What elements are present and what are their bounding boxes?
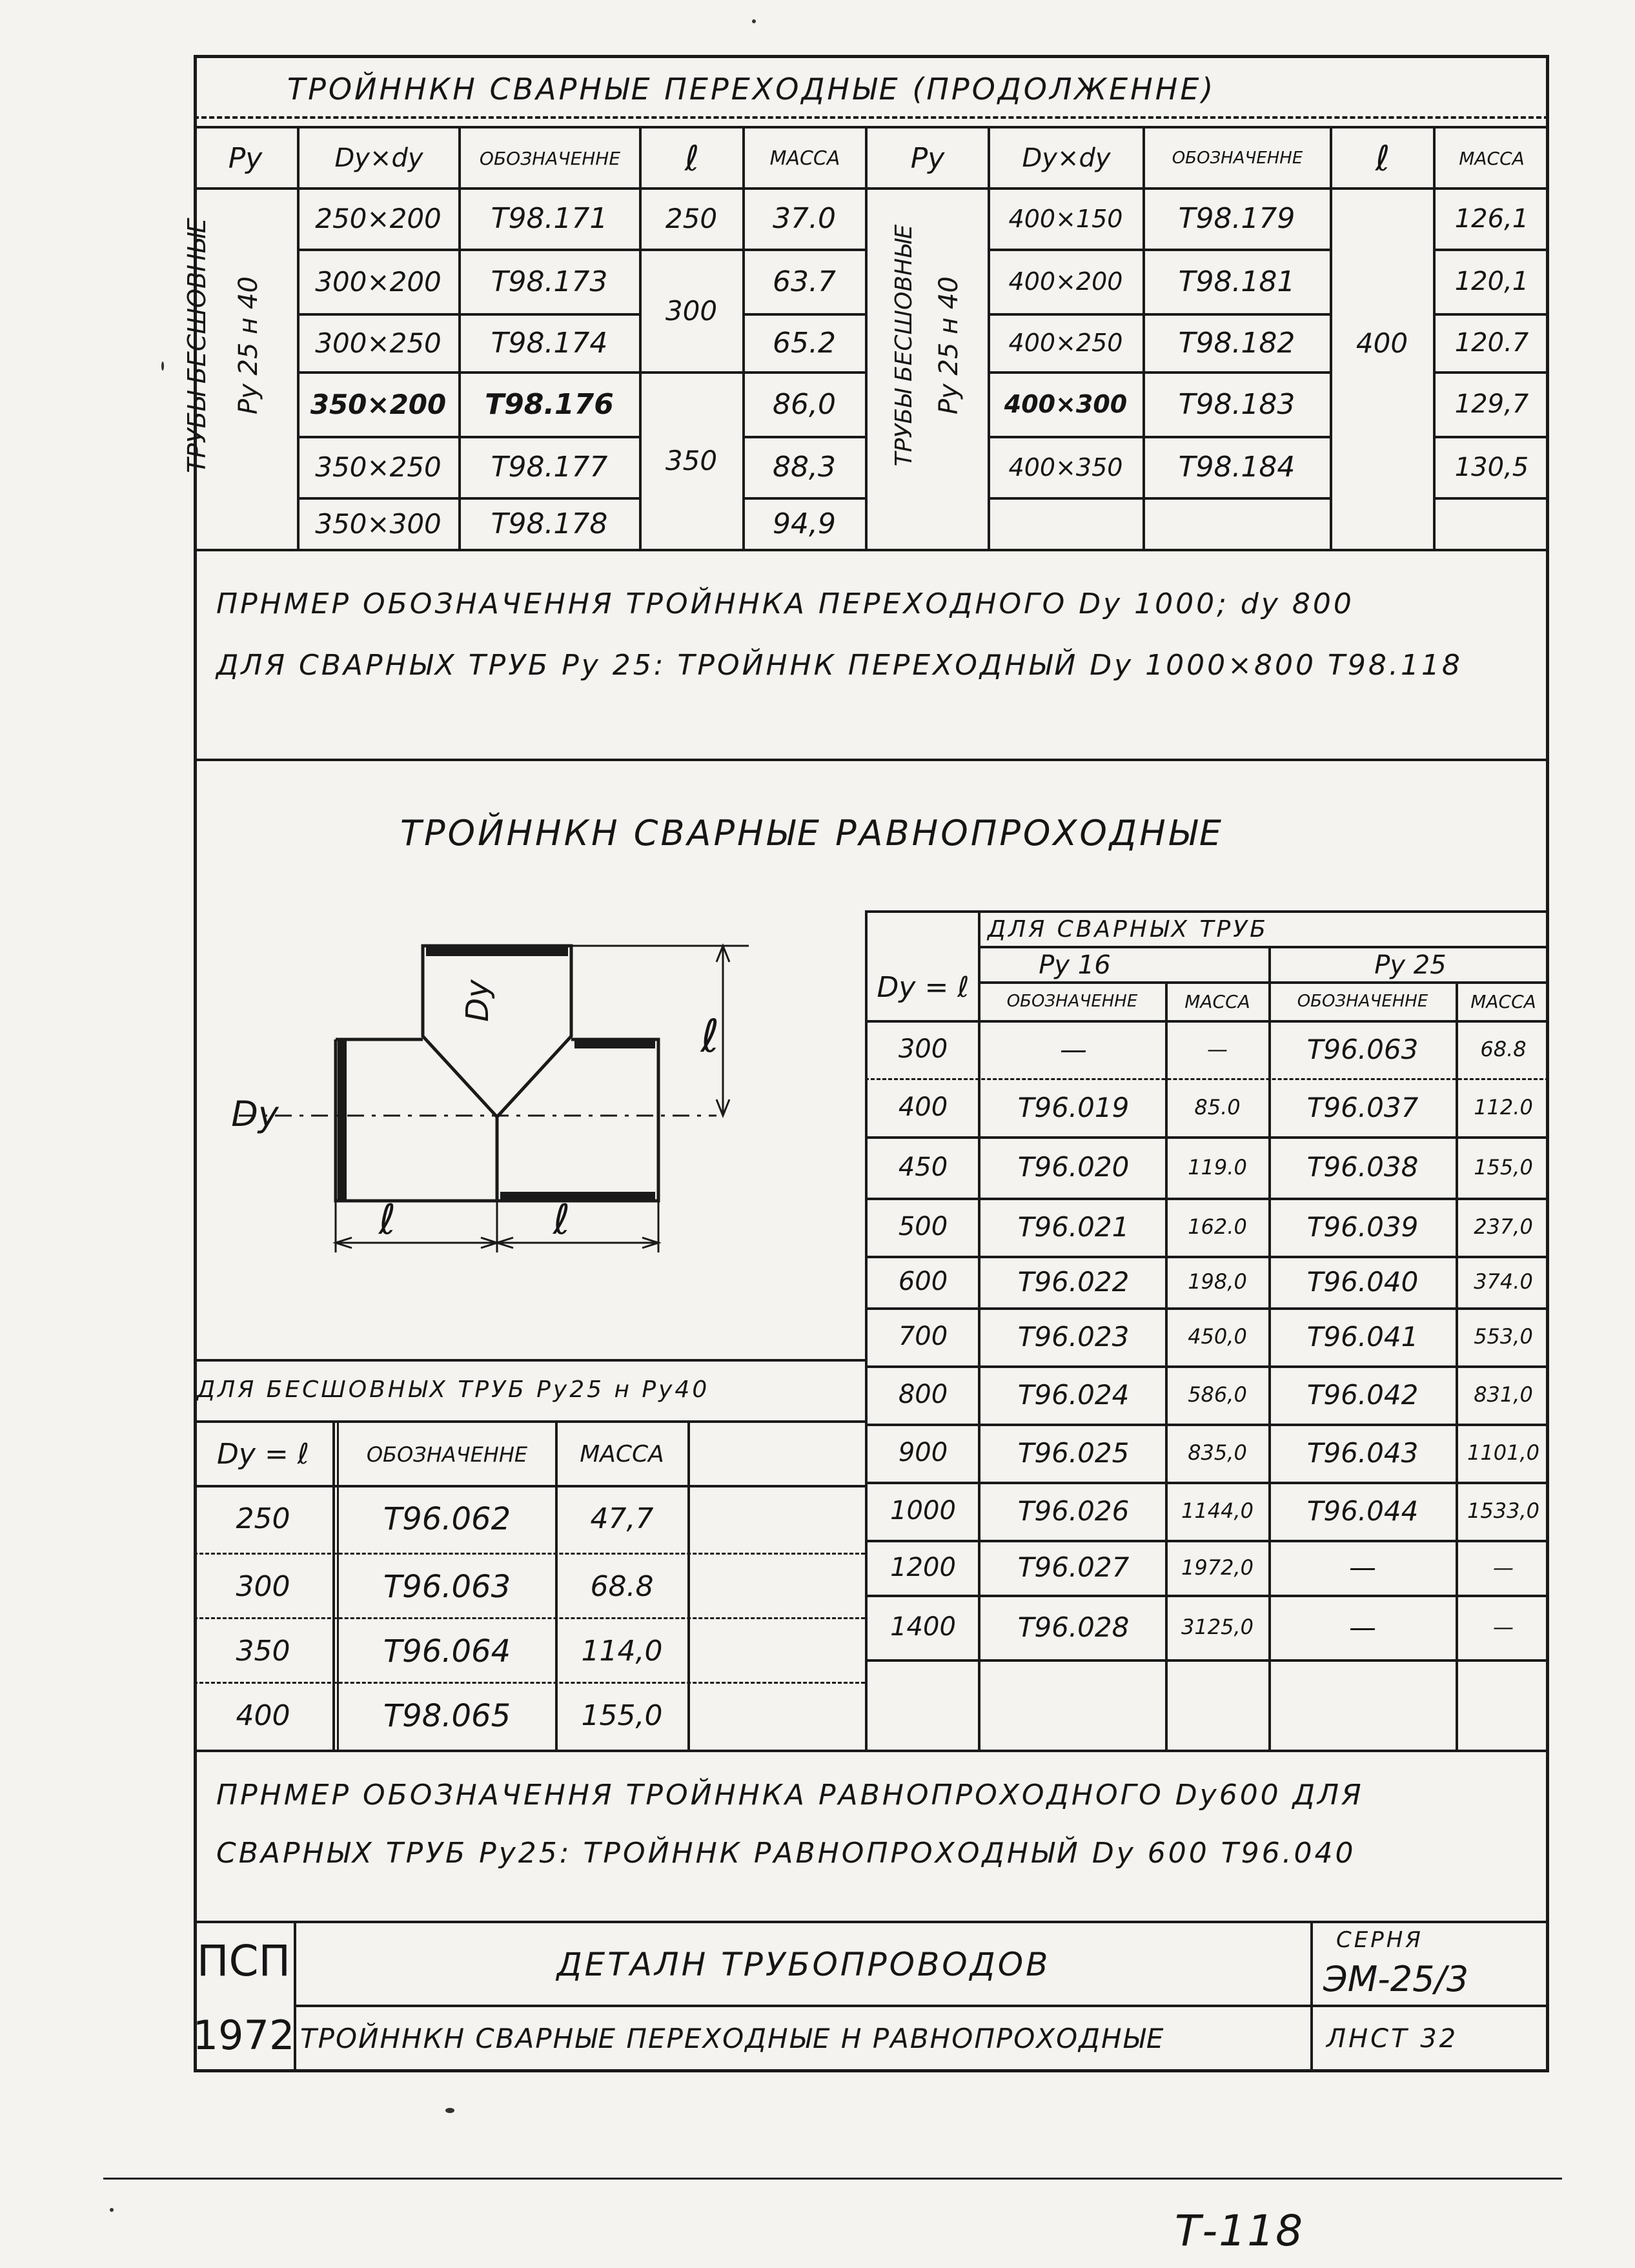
welded-row-6-mass-25: 553,0 — [1474, 1324, 1533, 1349]
divider — [194, 1420, 865, 1423]
divider — [194, 549, 1549, 551]
example2-line1: ПРНМЕР ОБОЗНАЧЕННЯ ТРОЙННКА РАВНОПРОХОДНОГО Dу600 ДЛЯ — [216, 1778, 1364, 1812]
header-dy-dy: Dу×dу — [334, 143, 423, 173]
welded-row-3-dy: 450 — [898, 1152, 948, 1182]
welded-row-6-code-16: Т96.023 — [1017, 1320, 1130, 1353]
welded-row-10-mass-16: 1972,0 — [1181, 1555, 1254, 1580]
welded-row-2-code-25: Т96.037 — [1306, 1091, 1419, 1123]
welded-row-4-code-16: Т96.021 — [1017, 1211, 1130, 1243]
top-table-title: ТРОЙННКН СВАРНЫЕ ПЕРЕХОДНЫЕ (ПРОДОЛЖЕННЕ) — [287, 72, 1216, 107]
welded-row-3-mass-25: 155,0 — [1474, 1154, 1533, 1180]
welded-row-11-code-25: — — [1349, 1611, 1376, 1643]
welded-row-10-dy: 1200 — [890, 1552, 956, 1582]
welded-row-10-code-16: Т96.027 — [1017, 1551, 1130, 1583]
left-row-1-l: 250 — [665, 203, 718, 234]
welded-row-10-code-25: — — [1349, 1551, 1376, 1583]
title-block-subtitle: ТРОЙННКН СВАРНЫЕ ПЕРЕХОДНЫЕ Н РАВНОПРОХОДНЫЕ — [300, 2023, 1165, 2054]
divider — [194, 1553, 865, 1555]
left-row-6-d: 350×300 — [315, 507, 442, 540]
tee-branch-outline — [423, 946, 571, 1117]
title-block-line — [1310, 1921, 1313, 2072]
welded-row-11-mass-16: 3125,0 — [1181, 1615, 1254, 1639]
label-l-left: ℓ — [378, 1196, 396, 1244]
seamless-header-dy: Dу = ℓ — [217, 1438, 309, 1471]
welded-row-7-code-16: Т96.024 — [1017, 1378, 1130, 1411]
right-row-4-code: Т98.183 — [1178, 387, 1295, 421]
welded-row-6-mass-16: 450,0 — [1188, 1324, 1247, 1349]
section2-title: ТРОЙННКН СВАРНЫЕ РАВНОПРОХОДНЫЕ — [400, 812, 1224, 853]
right-row-5-mass: 130,5 — [1454, 452, 1529, 482]
welded-row-4-mass-16: 162.0 — [1188, 1214, 1247, 1239]
left-row-6-mass: 94,9 — [773, 507, 836, 540]
right-row-3-mass: 120.7 — [1454, 328, 1529, 358]
welded-py16: Ру 16 — [1039, 950, 1111, 980]
welded-row-2-mass-25: 112.0 — [1474, 1095, 1533, 1119]
welded-sub-mass-25: МАССА — [1470, 990, 1536, 1012]
title-block-line — [294, 2005, 1549, 2007]
left-row-1-d: 250×200 — [315, 203, 442, 234]
seamless-row-2-code: Т96.063 — [383, 1568, 511, 1605]
left-row-2-code: Т98.173 — [491, 265, 608, 298]
scan-speck — [445, 2108, 454, 2113]
welded-row-11-dy: 1400 — [890, 1612, 956, 1642]
seamless-row-4-dy: 400 — [236, 1699, 290, 1732]
header-designation: ОБОЗНАЧЕННЕ — [479, 147, 621, 169]
welded-row-4-dy: 500 — [898, 1212, 948, 1241]
right-row-3-code: Т98.182 — [1178, 326, 1295, 360]
welded-sub-designation-16: ОБОЗНАЧЕННЕ — [1006, 992, 1138, 1011]
left-group-label: ТРУБЫ БЕСШОВНЫЕ — [183, 218, 211, 473]
welded-row-5-mass-25: 374.0 — [1474, 1269, 1533, 1294]
divider — [194, 116, 1549, 119]
left-row-2-mass: 63.7 — [773, 265, 836, 298]
right-row-5-code: Т98.184 — [1178, 451, 1295, 484]
left-row-4-code: Т98.176 — [485, 387, 614, 421]
welded-row-3-code-25: Т96.038 — [1306, 1151, 1419, 1183]
tee-drawing — [213, 917, 858, 1317]
welded-sub-mass-16: МАССА — [1184, 990, 1250, 1012]
welded-row-4-mass-25: 237,0 — [1474, 1214, 1533, 1239]
welded-row-9-code-16: Т96.026 — [1017, 1495, 1130, 1527]
example2-line2: СВАРНЫХ ТРУБ Ру25: ТРОЙННК РАВНОПРОХОДНЫЙ Dу 600 Т96.040 — [216, 1836, 1356, 1870]
welded-row-8-code-25: Т96.043 — [1306, 1436, 1419, 1469]
left-row-5-mass: 88,3 — [773, 451, 836, 484]
right-row-2-d: 400×200 — [1008, 267, 1123, 296]
title-block-year: 1972 — [192, 2012, 295, 2059]
left-row-2-d: 300×200 — [315, 265, 442, 298]
welded-row-11-mass-25: — — [1493, 1615, 1514, 1639]
header-l: ℓ — [684, 138, 700, 179]
welded-row-2-code-16: Т96.019 — [1017, 1091, 1130, 1123]
welded-row-8-mass-25: 1101,0 — [1467, 1440, 1539, 1465]
seamless-header-mass: МАССА — [580, 1441, 664, 1467]
scan-speck — [110, 2208, 114, 2212]
divider — [194, 1485, 865, 1487]
left-row-4-mass: 86,0 — [773, 387, 836, 421]
welded-row-7-dy: 800 — [898, 1380, 948, 1409]
seamless-row-2-mass: 68.8 — [590, 1570, 654, 1603]
welded-py25: Ру 25 — [1374, 950, 1447, 980]
seamless-row-1-dy: 250 — [236, 1502, 290, 1535]
trim-line — [103, 2178, 1562, 2180]
welded-row-4-code-25: Т96.039 — [1306, 1211, 1419, 1243]
grid-line — [332, 1420, 335, 1750]
label-dy-branch: Dу — [460, 979, 496, 1022]
footer-mark: Т-118 — [1175, 2205, 1305, 2256]
right-l-400: 400 — [1356, 327, 1408, 359]
label-dy-main: Dу — [231, 1093, 279, 1134]
welded-sub-designation-25: ОБОЗНАЧЕННЕ — [1297, 992, 1428, 1011]
title-block-series: ЭМ-25/3 — [1323, 1958, 1469, 1999]
divider — [194, 1750, 1549, 1752]
left-row-6-code: Т98.178 — [491, 507, 608, 540]
title-block-sheet: ЛНСТ 32 — [1326, 2023, 1459, 2054]
grid-line — [687, 1420, 690, 1750]
right-group-label: ТРУБЫ БЕСШОВНЫЕ — [890, 224, 917, 467]
welded-row-2-mass-16: 85.0 — [1194, 1095, 1241, 1119]
right-row-1-mass: 126,1 — [1454, 203, 1529, 234]
title-block-series-label: СЕРНЯ — [1336, 1927, 1423, 1953]
seamless-row-4-code: Т98.065 — [383, 1697, 511, 1734]
row-line — [988, 497, 1330, 500]
left-row-3-d: 300×250 — [315, 327, 442, 359]
seamless-row-1-mass: 47,7 — [590, 1502, 654, 1535]
welded-row-5-dy: 600 — [898, 1267, 948, 1296]
left-row-3-code: Т98.174 — [491, 326, 608, 360]
title-block-title: ДЕТАЛН ТРУБОПРОВОДОВ — [556, 1945, 1051, 1983]
left-row-1-mass: 37.0 — [773, 202, 836, 235]
welded-row-1-dy: 300 — [898, 1034, 948, 1064]
header-mass-right: МАССА — [1459, 147, 1525, 169]
left-row-4-d: 350×200 — [310, 388, 447, 420]
welded-row-6-code-25: Т96.041 — [1306, 1320, 1419, 1353]
header-mass: МАССА — [769, 147, 840, 170]
divider — [194, 126, 1549, 128]
title-block-org: ПСП — [196, 1936, 291, 1986]
left-row-5-code: Т98.177 — [491, 451, 608, 484]
header-dy-dy-right: Dу×dу — [1022, 143, 1111, 173]
welded-row-5-mass-16: 198,0 — [1188, 1269, 1247, 1294]
right-row-5-d: 400×350 — [1008, 453, 1123, 482]
left-row-5-d: 350×250 — [315, 451, 442, 483]
right-row-1-d: 400×150 — [1008, 204, 1123, 233]
welded-row-8-mass-16: 835,0 — [1188, 1440, 1247, 1465]
welded-row-9-mass-25: 1533,0 — [1467, 1498, 1539, 1523]
seamless-row-3-dy: 350 — [236, 1635, 290, 1668]
welded-row-1-mass-25: 68.8 — [1480, 1037, 1527, 1061]
welded-row-9-dy: 1000 — [890, 1496, 956, 1526]
divider — [194, 1359, 865, 1362]
welded-row-1-mass-16: — — [1207, 1037, 1228, 1061]
left-l-350: 350 — [665, 445, 718, 476]
seamless-row-4-mass: 155,0 — [581, 1699, 663, 1732]
title-block-top — [194, 1921, 1549, 1923]
welded-row-5-code-16: Т96.022 — [1017, 1265, 1130, 1298]
left-row-1-code: Т98.171 — [491, 202, 608, 235]
row-line — [1433, 497, 1549, 500]
welded-row-3-code-16: Т96.020 — [1017, 1151, 1130, 1183]
welded-row-10-mass-25: — — [1493, 1555, 1514, 1580]
welded-group-header: ДЛЯ СВАРНЫХ ТРУБ — [988, 916, 1268, 943]
left-group-label-py: Ру 25 н 40 — [234, 276, 263, 414]
welded-row-7-code-25: Т96.042 — [1306, 1378, 1419, 1411]
welded-row-2-dy: 400 — [898, 1092, 948, 1122]
grid-line — [865, 126, 868, 549]
welded-row-3-mass-16: 119.0 — [1188, 1154, 1247, 1180]
divider — [194, 759, 1549, 761]
right-row-3-d: 400×250 — [1008, 329, 1123, 357]
label-l-right: ℓ — [553, 1196, 571, 1244]
welded-row-1-code-25: Т96.063 — [1306, 1033, 1419, 1065]
right-row-4-d: 400×300 — [1004, 390, 1128, 418]
divider — [194, 1682, 865, 1684]
welded-row-5-code-25: Т96.040 — [1306, 1265, 1419, 1298]
seamless-row-2-dy: 300 — [236, 1570, 290, 1603]
seamless-row-1-code: Т96.062 — [383, 1500, 511, 1537]
right-group-label-py: Ру 25 н 40 — [934, 276, 964, 414]
header-py: Ру — [228, 141, 263, 175]
label-l-vertical: ℓ — [700, 1010, 720, 1063]
right-row-4-mass: 129,7 — [1454, 389, 1529, 419]
welded-row-7-mass-16: 586,0 — [1188, 1382, 1247, 1407]
header-py-right: Ру — [910, 141, 945, 175]
example1-line2: ДЛЯ СВАРНЫХ ТРУБ Ру 25: ТРОЙННК ПЕРЕХОДНЫЙ Dу 1000×800 Т98.118 — [216, 648, 1463, 682]
welded-row-8-code-16: Т96.025 — [1017, 1436, 1130, 1469]
left-l-300: 300 — [665, 294, 718, 327]
header-designation-right: ОБОЗНАЧЕННЕ — [1172, 148, 1303, 168]
scan-speck — [161, 362, 164, 371]
welded-row-7-mass-25: 831,0 — [1474, 1382, 1533, 1407]
welded-row-6-dy: 700 — [898, 1322, 948, 1351]
scan-speck — [752, 19, 756, 23]
right-row-1-code: Т98.179 — [1178, 202, 1295, 235]
header-l-right: ℓ — [1375, 138, 1390, 179]
welded-header-dy: Dу = ℓ — [877, 971, 970, 1004]
divider — [194, 1617, 865, 1619]
welded-row-9-mass-16: 1144,0 — [1181, 1498, 1254, 1523]
seamless-title: ДЛЯ БЕСШОВНЫХ ТРУБ Ру25 н Ру40 — [197, 1376, 710, 1403]
right-row-2-mass: 120,1 — [1454, 267, 1529, 296]
seamless-header-designation: ОБОЗНАЧЕННЕ — [366, 1442, 528, 1467]
seamless-row-3-code: Т96.064 — [383, 1633, 511, 1670]
welded-row-1-code-16: — — [1060, 1033, 1087, 1065]
seamless-row-3-mass: 114,0 — [581, 1635, 663, 1668]
welded-row-11-code-16: Т96.028 — [1017, 1611, 1130, 1643]
welded-row-8-dy: 900 — [898, 1438, 948, 1467]
left-row-3-mass: 65.2 — [773, 326, 836, 360]
right-row-2-code: Т98.181 — [1178, 265, 1295, 298]
example1-line1: ПРНМЕР ОБОЗНАЧЕННЯ ТРОЙННКА ПЕРЕХОДНОГО Dу 1000; dу 800 — [216, 587, 1354, 620]
welded-row-9-code-25: Т96.044 — [1306, 1495, 1419, 1527]
